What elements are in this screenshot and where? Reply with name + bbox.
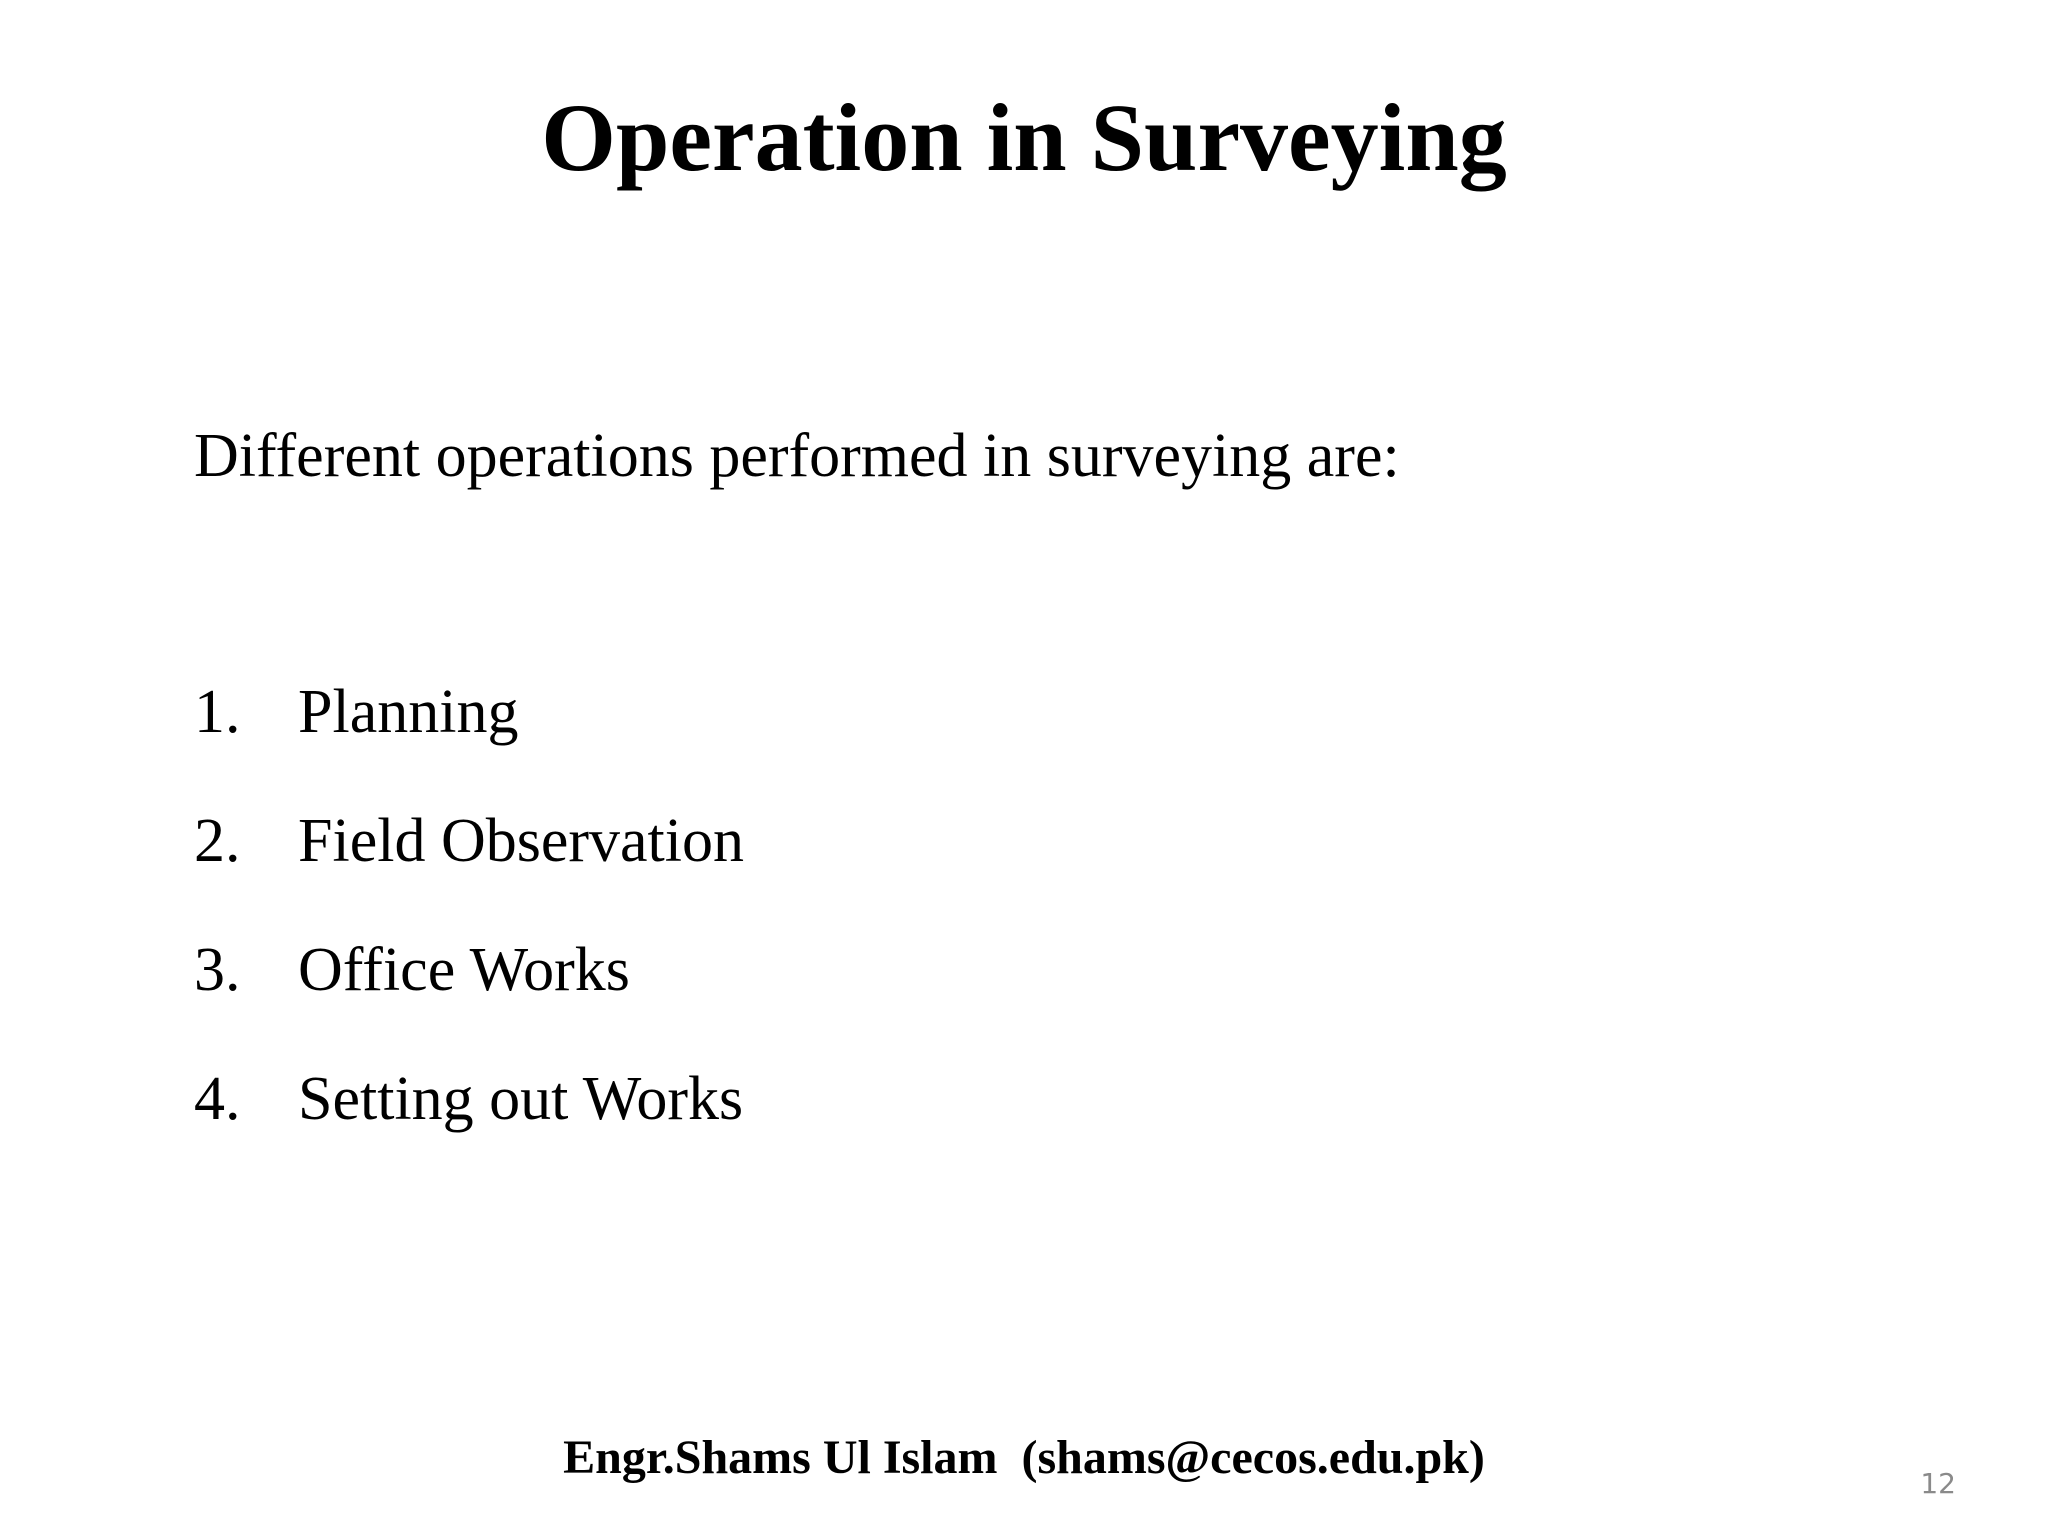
list-item-number: 2. [194,807,241,875]
list-item-number: 3. [194,936,241,1004]
list-item [194,1059,744,1188]
list-item-label: Office Works [298,936,630,1004]
intro-text: Different operations performed in surveying are: [194,422,1400,490]
list-item [194,801,744,930]
list-item-number: 4. [194,1065,241,1133]
list-item-label: Planning [298,678,519,746]
footer-author: Engr.Shams Ul Islam (shams@cecos.edu.pk) [563,1431,1485,1484]
list-item-label: Setting out Works [298,1065,744,1133]
operations-list [194,672,744,1188]
list-item-label: Field Observation [298,807,744,875]
list-item [194,930,744,1059]
list-item-number: 1. [194,678,241,746]
page-number: 12 [1920,1467,1956,1500]
slide-title: Operation in Surveying [541,84,1507,191]
list-item [194,672,744,801]
